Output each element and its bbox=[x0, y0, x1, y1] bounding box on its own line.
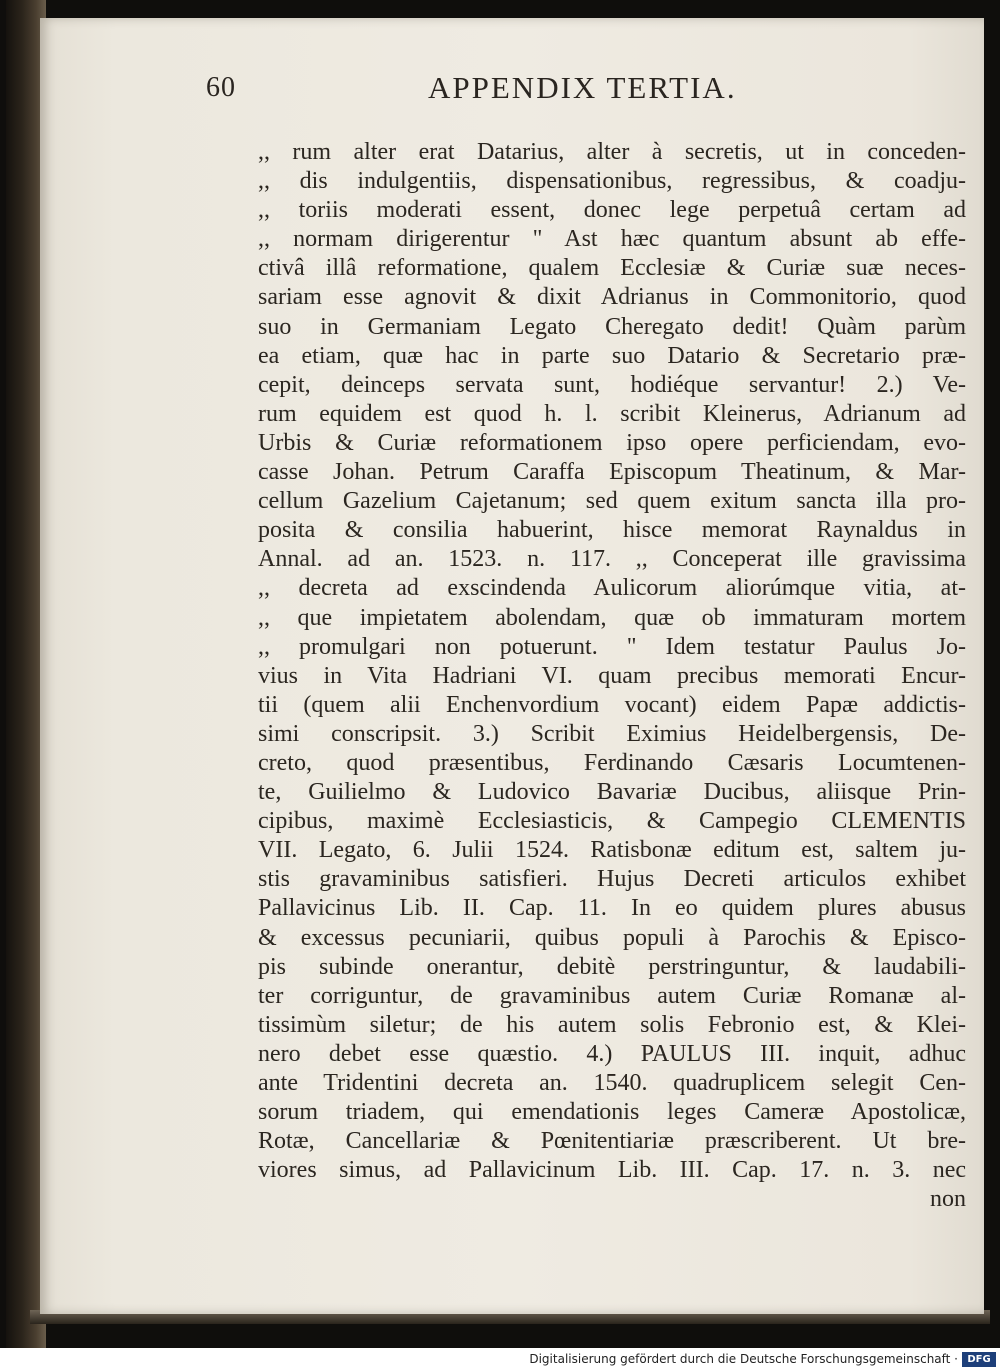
text-line: posita & consilia habuerint, hisce memorat Raynaldus in bbox=[258, 517, 966, 544]
text-line: cepit, deinceps servata sunt, hodiéque servantur! 2.) Ve- bbox=[258, 371, 966, 398]
text-line: ,, normam dirigerentur " Ast hæc quantum absunt ab effe- bbox=[258, 226, 966, 253]
text-line: rum equidem est quod h. l. scribit Kleinerus, Adrianum ad bbox=[258, 400, 966, 427]
text-line: tissimùm siletur; de his autem solis Febronio est, & Klei- bbox=[258, 1011, 966, 1038]
text-line: ,, dis indulgentiis, dispensationibus, regressibus, & coadju- bbox=[258, 168, 966, 195]
text-line: ,, promulgari non potuerunt. " Idem testatur Paulus Jo- bbox=[258, 633, 966, 660]
text-line: ,, rum alter erat Datarius, alter à secretis, ut in conceden- bbox=[258, 139, 966, 165]
footer-bar bbox=[0, 1348, 1000, 1372]
text-line: vius in Vita Hadriani VI. quam precibus memorati Encur- bbox=[258, 662, 966, 689]
text-line: sorum triadem, qui emendationis leges Cameræ Apostolicæ, bbox=[258, 1099, 966, 1126]
text-line: viores simus, ad Pallavicinum Lib. III. Cap. 17. n. 3. nec bbox=[258, 1157, 966, 1184]
text-line: creto, quod præsentibus, Ferdinando Cæsaris Locumtenen- bbox=[258, 749, 966, 776]
text-line: ,, decreta ad exscindenda Aulicorum aliorúmque vitia, at- bbox=[258, 575, 966, 602]
page-title: APPENDIX TERTIA. bbox=[428, 70, 737, 105]
funding-credit: Digitalisierung gefördert durch die Deutsche Forschungsgemeinschaft · bbox=[529, 1352, 958, 1366]
text-line: ,, toriis moderati essent, donec lege perpetuâ certam ad bbox=[258, 197, 966, 224]
text-line: Urbis & Curiæ reformationem ipso opere perficiendam, evo- bbox=[258, 429, 966, 456]
body-text bbox=[258, 138, 966, 1214]
text-line: simi conscripsit. 3.) Scribit Eximius Heidelbergensis, De- bbox=[258, 720, 966, 747]
text-line: tii (quem alii Enchenvordium vocant) eidem Papæ addictis- bbox=[258, 691, 966, 718]
text-line: cellum Gazelium Cajetanum; sed quem exitum sancta illa pro- bbox=[258, 488, 966, 515]
text-line: Rotæ, Cancellariæ & Pœnitentiariæ præscriberent. Ut bre- bbox=[258, 1128, 966, 1155]
running-head bbox=[206, 64, 966, 114]
text-line: non bbox=[930, 1186, 966, 1213]
dfg-logo: DFG bbox=[962, 1352, 996, 1367]
text-line: sariam esse agnovit & dixit Adrianus in Commonitorio, quod bbox=[258, 284, 966, 311]
text-line: ter corriguntur, de gravaminibus autem Curiæ Romanæ al- bbox=[258, 982, 966, 1009]
text-line: ,, que impietatem abolendam, quæ ob immaturam mortem bbox=[258, 604, 966, 631]
text-line: te, Guilielmo & Ludovico Bavariæ Ducibus, aliisque Prin- bbox=[258, 779, 966, 806]
text-line: casse Johan. Petrum Caraffa Episcopum Theatinum, & Mar- bbox=[258, 459, 966, 486]
text-line: ctivâ illâ reformatione, qualem Ecclesiæ & Curiæ suæ neces- bbox=[258, 255, 966, 282]
text-line: stis gravaminibus satisfieri. Hujus Decreti articulos exhibet bbox=[258, 866, 966, 893]
text-line: cipibus, maximè Ecclesiasticis, & Campegio CLEMENTIS bbox=[258, 808, 966, 835]
text-line: Pallavicinus Lib. II. Cap. 11. In eo quidem plures abusus bbox=[258, 895, 966, 922]
text-line: ea etiam, quæ hac in parte suo Datario & Secretario præ- bbox=[258, 342, 966, 369]
text-line: nero debet esse quæstio. 4.) PAULUS III. inquit, adhuc bbox=[258, 1040, 966, 1067]
text-line: pis subinde onerantur, debitè perstringuntur, & laudabili- bbox=[258, 953, 966, 980]
page-number: 60 bbox=[206, 72, 236, 103]
text-line: ante Tridentini decreta an. 1540. quadruplicem selegit Cen- bbox=[258, 1070, 966, 1096]
text-line: suo in Germaniam Legato Cheregato dedit! Quàm parùm bbox=[258, 313, 966, 340]
text-line: & excessus pecuniarii, quibus populi à Parochis & Episco- bbox=[258, 924, 966, 951]
text-line: Annal. ad an. 1523. n. 117. ,, Conceperat ille gravissima bbox=[258, 546, 966, 573]
text-line: VII. Legato, 6. Julii 1524. Ratisbonæ editum est, saltem ju- bbox=[258, 837, 966, 864]
